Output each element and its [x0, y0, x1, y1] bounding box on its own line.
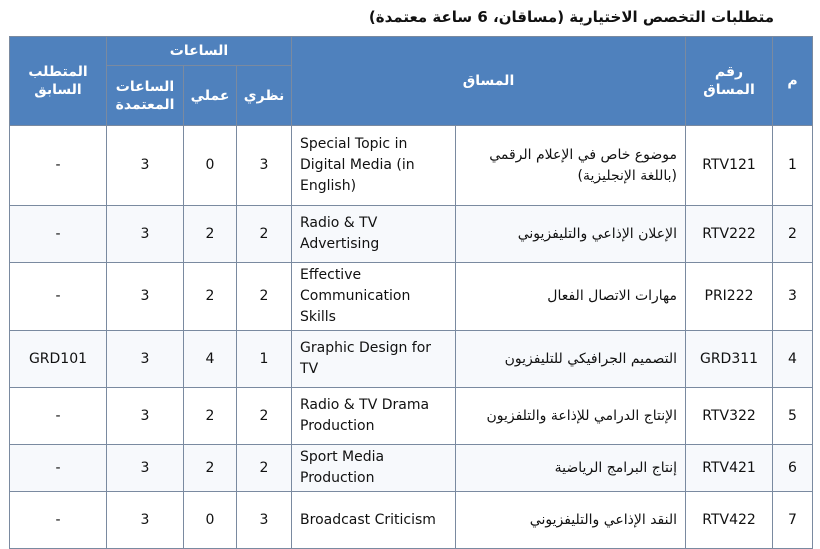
theory-hours: 2 — [237, 388, 292, 445]
row-num: 5 — [773, 388, 813, 445]
header-num: م — [773, 37, 813, 126]
course-code: PRI222 — [686, 263, 773, 331]
theory-hours: 2 — [237, 445, 292, 492]
credit-hours: 3 — [107, 126, 184, 206]
course-name-en: Radio & TV Advertising — [292, 206, 456, 263]
prerequisite: - — [10, 263, 107, 331]
course-code: RTV222 — [686, 206, 773, 263]
prerequisite: - — [10, 126, 107, 206]
credit-hours: 3 — [107, 331, 184, 388]
practical-hours: 0 — [184, 492, 237, 549]
course-code: RTV421 — [686, 445, 773, 492]
table-row — [10, 492, 813, 549]
credit-hours: 3 — [107, 492, 184, 549]
row-num: 2 — [773, 206, 813, 263]
practical-hours: 2 — [184, 445, 237, 492]
course-name-ar: مهارات الاتصال الفعال — [456, 263, 686, 331]
practical-hours: 0 — [184, 126, 237, 206]
prerequisite: GRD101 — [10, 331, 107, 388]
table-row — [10, 263, 813, 331]
course-name-ar: موضوع خاص في الإعلام الرقمي (باللغة الإنجليزية) — [456, 126, 686, 206]
credit-hours: 3 — [107, 445, 184, 492]
course-name-ar: التصميم الجرافيكي للتليفزيون — [456, 331, 686, 388]
course-name-ar: الإعلان الإذاعي والتليفزيوني — [456, 206, 686, 263]
prerequisite: - — [10, 388, 107, 445]
theory-hours: 1 — [237, 331, 292, 388]
table-row — [10, 388, 813, 445]
header-hours: الساعات — [107, 37, 292, 66]
course-name-en: Special Topic in Digital Media (in English) — [292, 126, 456, 206]
course-name-en: Graphic Design for TV — [292, 331, 456, 388]
credit-hours: 3 — [107, 263, 184, 331]
table-row — [10, 126, 813, 206]
row-num: 3 — [773, 263, 813, 331]
course-name-en: Radio & TV Drama Production — [292, 388, 456, 445]
table-title: متطلبات التخصص الاختيارية (مساقان، 6 ساعة معتمدة) — [368, 8, 774, 26]
theory-hours: 3 — [237, 126, 292, 206]
course-code: GRD311 — [686, 331, 773, 388]
theory-hours: 2 — [237, 263, 292, 331]
table-row — [10, 331, 813, 388]
course-name-en: Sport Media Production — [292, 445, 456, 492]
course-name-en: Broadcast Criticism — [292, 492, 456, 549]
practical-hours: 2 — [184, 263, 237, 331]
practical-hours: 2 — [184, 388, 237, 445]
course-code: RTV422 — [686, 492, 773, 549]
course-code: RTV121 — [686, 126, 773, 206]
course-name-en: Effective Communication Skills — [292, 263, 456, 331]
header-course: المساق — [292, 37, 686, 126]
practical-hours: 4 — [184, 331, 237, 388]
header-prereq: المتطلب السابق — [10, 37, 107, 126]
row-num: 4 — [773, 331, 813, 388]
prerequisite: - — [10, 445, 107, 492]
practical-hours: 2 — [184, 206, 237, 263]
table-row — [10, 445, 813, 492]
row-num: 7 — [773, 492, 813, 549]
header-theory: نظري — [237, 66, 292, 126]
table-row — [10, 206, 813, 263]
elective-courses-table — [9, 36, 813, 549]
course-code: RTV322 — [686, 388, 773, 445]
theory-hours: 2 — [237, 206, 292, 263]
header-practical: عملي — [184, 66, 237, 126]
header-course-code: رقم المساق — [686, 37, 773, 126]
header-credit: الساعات المعتمدة — [107, 66, 184, 126]
course-name-ar: الإنتاج الدرامي للإذاعة والتلفزيون — [456, 388, 686, 445]
theory-hours: 3 — [237, 492, 292, 549]
prerequisite: - — [10, 492, 107, 549]
course-name-ar: النقد الإذاعي والتليفزيوني — [456, 492, 686, 549]
prerequisite: - — [10, 206, 107, 263]
row-num: 6 — [773, 445, 813, 492]
credit-hours: 3 — [107, 388, 184, 445]
row-num: 1 — [773, 126, 813, 206]
course-name-ar: إنتاج البرامج الرياضية — [456, 445, 686, 492]
credit-hours: 3 — [107, 206, 184, 263]
